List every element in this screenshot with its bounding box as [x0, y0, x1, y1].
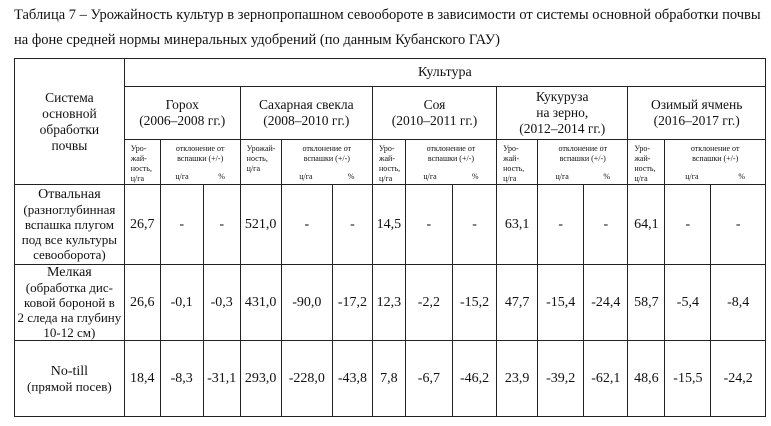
table-cell: -39,2	[538, 341, 584, 417]
row-label-moldboard: Отвальная (разноглубинная вспашка плугом под все культуры севооборота)	[15, 185, 125, 265]
table-cell: -15,4	[538, 265, 584, 341]
deviation-header: отклонение от вспашки (+/-) ц/га %	[665, 140, 766, 185]
table-cell: -2,2	[405, 265, 452, 341]
table-cell: 58,7	[628, 265, 665, 341]
table-cell: 48,6	[628, 341, 665, 417]
table-cell: -	[711, 185, 766, 265]
table-cell: -228,0	[281, 341, 332, 417]
table-cell: -15,2	[452, 265, 496, 341]
table-cell: 26,7	[124, 185, 160, 265]
crop-header-barley: Озимый ячмень (2016–2017 гг.)	[628, 87, 766, 140]
yield-header: Урожай- ность, ц/га	[240, 140, 281, 185]
row-label-shallow: Мелкая (обработка дис- ковой бороной в 2 следа на глубину 10-12 см)	[15, 265, 125, 341]
deviation-header: отклонение от вспашки (+/-) ц/га %	[281, 140, 372, 185]
table-cell: 23,9	[497, 341, 538, 417]
table-cell: -17,2	[332, 265, 372, 341]
table-cell: -31,1	[203, 341, 240, 417]
table-cell: 7,8	[372, 341, 405, 417]
table-cell: -46,2	[452, 341, 496, 417]
table-cell: -62,1	[584, 341, 628, 417]
table-cell: -24,4	[584, 265, 628, 341]
culture-header: Культура	[124, 59, 765, 87]
table-cell: -	[452, 185, 496, 265]
caption-line-1: Таблица 7 – Урожайность культур в зернопропашном севообороте в зависимости от системы основной обработки почвы	[14, 7, 761, 23]
table-caption	[14, 3, 766, 53]
table-row	[15, 265, 766, 341]
table-cell: -	[281, 185, 332, 265]
table-cell: -	[160, 185, 203, 265]
table-row	[15, 185, 766, 265]
table-cell: 64,1	[628, 185, 665, 265]
table-cell: -6,7	[405, 341, 452, 417]
table-cell: -	[538, 185, 584, 265]
yield-header: Уро- жай- ность, ц/га	[497, 140, 538, 185]
table-cell: -24,2	[711, 341, 766, 417]
row-label-no-till: No-till (прямой посев)	[15, 341, 125, 417]
yield-header: Уро- жай- ность, ц/га	[372, 140, 405, 185]
table-cell: 26,6	[124, 265, 160, 341]
table-cell: -	[584, 185, 628, 265]
table-cell: -8,4	[711, 265, 766, 341]
table-cell: -0,3	[203, 265, 240, 341]
yield-table	[14, 58, 766, 417]
deviation-header: отклонение от вспашки (+/-) ц/га %	[405, 140, 496, 185]
table-row	[15, 341, 766, 417]
table-cell: -5,4	[665, 265, 711, 341]
table-cell: -0,1	[160, 265, 203, 341]
caption-line-2: на фоне средней нормы минеральных удобрений (по данным Кубанского ГАУ)	[14, 32, 500, 48]
table-cell: -43,8	[332, 341, 372, 417]
table-cell: 12,3	[372, 265, 405, 341]
table-cell: -	[405, 185, 452, 265]
deviation-header: отклонение от вспашки (+/-) ц/га %	[160, 140, 240, 185]
system-header: Система основной обработки почвы	[15, 59, 125, 185]
yield-header: Уро- жай- ность, ц/га	[124, 140, 160, 185]
table-cell: 293,0	[240, 341, 281, 417]
table-cell: 18,4	[124, 341, 160, 417]
table-cell: 14,5	[372, 185, 405, 265]
table-cell: 521,0	[240, 185, 281, 265]
table-cell: 47,7	[497, 265, 538, 341]
crop-header-corn: Кукуруза на зерно, (2012–2014 гг.)	[497, 87, 628, 140]
table-cell: -	[332, 185, 372, 265]
table-cell: -90,0	[281, 265, 332, 341]
crop-header-sugar-beet: Сахарная свекла (2008–2010 гг.)	[240, 87, 372, 140]
deviation-header: отклонение от вспашки (+/-) ц/га %	[538, 140, 628, 185]
crop-header-soy: Соя (2010–2011 гг.)	[372, 87, 496, 140]
table-cell: -	[665, 185, 711, 265]
table-cell: 431,0	[240, 265, 281, 341]
table-cell: -8,3	[160, 341, 203, 417]
yield-header: Уро- жай- ность, ц/га	[628, 140, 665, 185]
table-cell: -	[203, 185, 240, 265]
table-cell: -15,5	[665, 341, 711, 417]
crop-header-pea: Горох (2006–2008 гг.)	[124, 87, 240, 140]
table-cell: 63,1	[497, 185, 538, 265]
